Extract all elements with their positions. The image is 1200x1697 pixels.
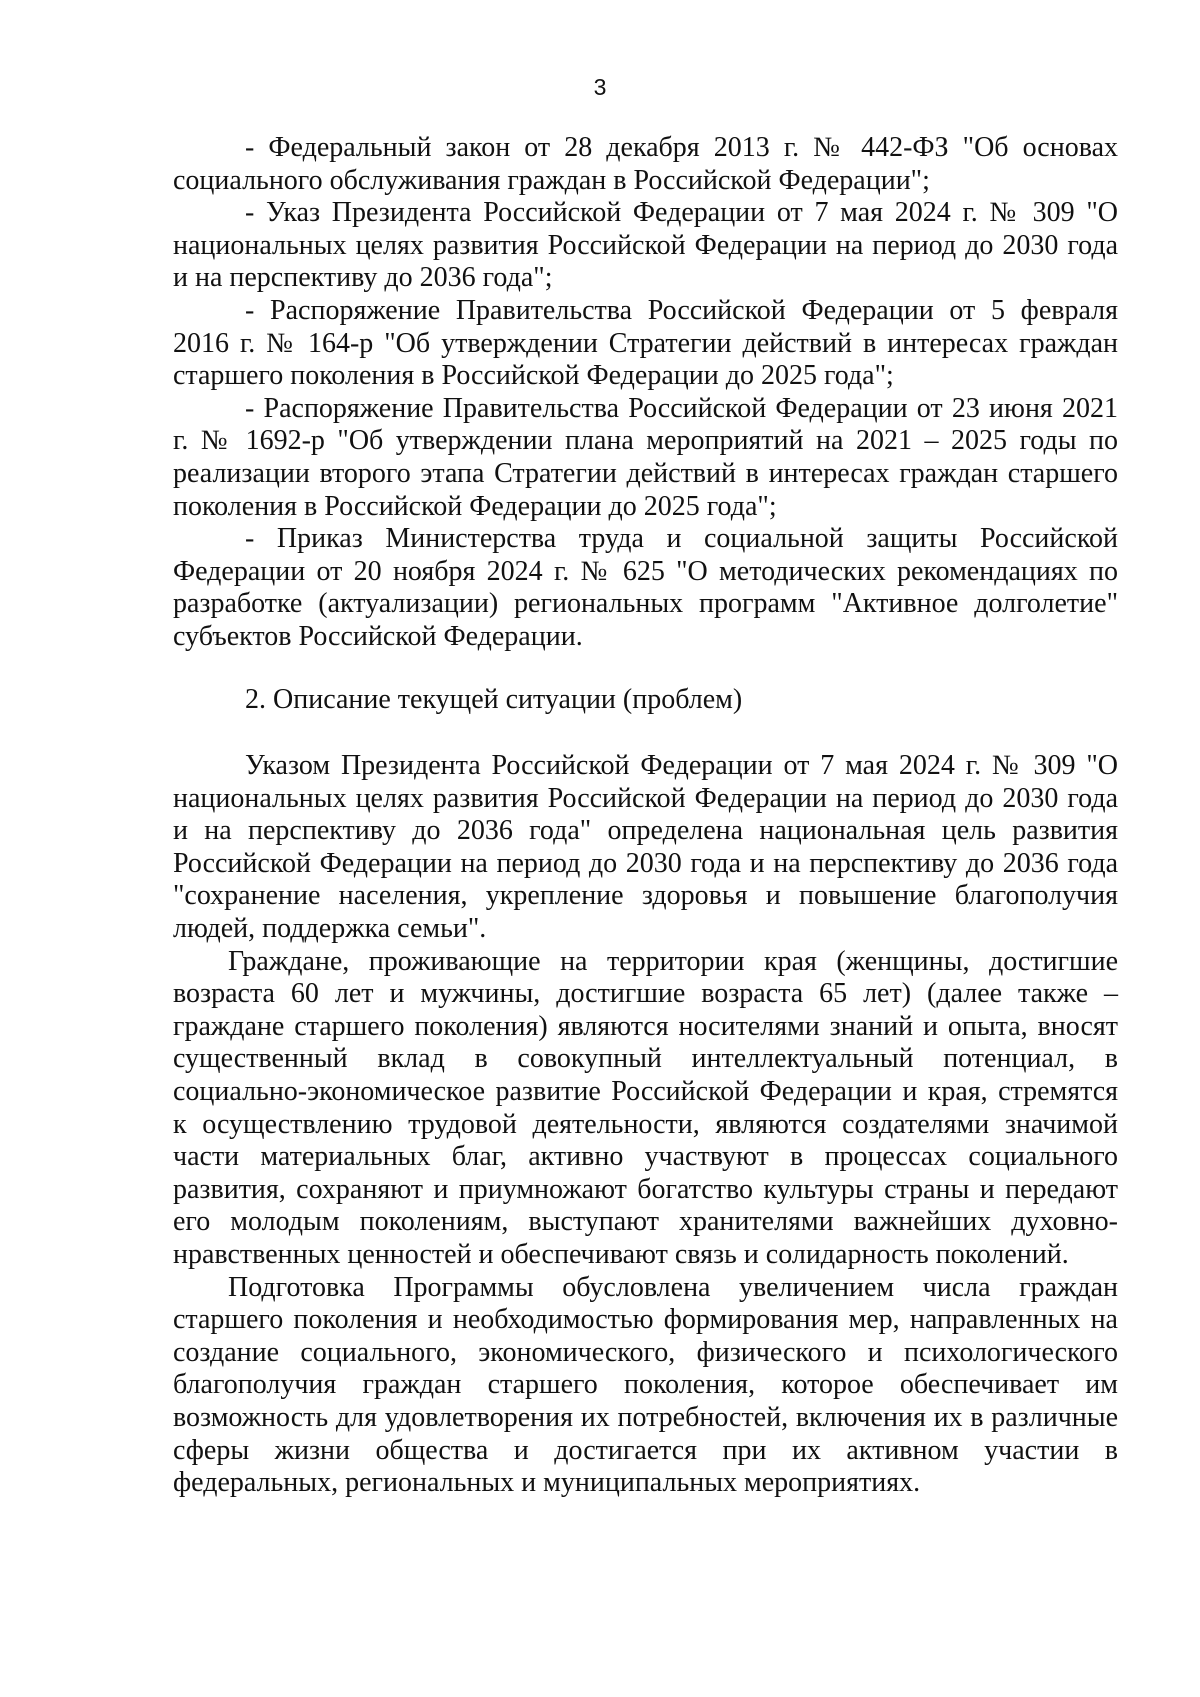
section-paragraph: Подготовка Программы обусловлена увеличением числа граждан старшего поколения и необходимостью формирования мер, направленных на создание социального, экономического, физического и психологического благополучия граждан старшего поколения, которое обеспечивает им возможность для удовлетворения их потребностей, включения их в различные сферы жизни общества и достигается при их активном участии в федеральных, региональных и муниципальных мероприятиях. [173,1271,1118,1499]
legal-basis-item: - Распоряжение Правительства Российской Федерации от 23 июня 2021 г. № 1692-р "Об утверждении плана мероприятий на 2021 – 2025 годы по реализации второго этапа Стратегии действий в интересах граждан старшего поколения в Российской Федерации до 2025 года"; [173,392,1118,522]
legal-basis-item: - Указ Президента Российской Федерации от 7 мая 2024 г. № 309 "О национальных целях развития Российской Федерации на период до 2030 года и на перспективу до 2036 года"; [173,197,1118,294]
section-paragraph: Граждане, проживающие на территории края (женщины, достигшие возраста 60 лет и мужчины, достигшие возраста 65 лет) (далее также – граждане старшего поколения) являются носителями знаний и опыта, вносят существенный вклад в совокупный интеллектуальный потенциал, в социально-экономическое развитие Российской Федерации и края, стремятся к осуществлению трудовой деятельности, являются создателями значимой части материальных благ, активно участвуют в процессах социального развития, сохраняют и приумножают богатство культуры страны и передают его молодым поколениям, выступают хранителями важнейших духовно-нравственных ценностей и обеспечивают связь и солидарность поколений. [173,945,1118,1270]
section-paragraph: Указом Президента Российской Федерации от 7 мая 2024 г. № 309 "О национальных целях развития Российской Федерации на период до 2030 года и на перспективу до 2036 года" определена национальная цель развития Российской Федерации на период до 2030 года и на перспективу до 2036 года "сохранение населения, укрепление здоровья и повышение благополучия людей, поддержка семьи". [173,750,1118,945]
legal-basis-item: - Приказ Министерства труда и социальной защиты Российской Федерации от 20 ноября 2024 г. № 625 "О методических рекомендациях по разработке (актуализации) региональных программ "Активное долголетие" субъектов Российской Федерации. [173,523,1118,652]
legal-basis-item: - Федеральный закон от 28 декабря 2013 г. № 442-ФЗ "Об основах социального обслуживания граждан в Российской Федерации"; [173,132,1118,196]
legal-basis-item: - Распоряжение Правительства Российской Федерации от 5 февраля 2016 г. № 164-р "Об утверждении Стратегии действий в интересах граждан старшего поколения в Российской Федерации до 2025 года"; [173,294,1118,392]
document-body [173,132,1118,1500]
section-heading: 2. Описание текущей ситуации (проблем) [245,683,743,715]
page-number: 3 [593,74,607,100]
